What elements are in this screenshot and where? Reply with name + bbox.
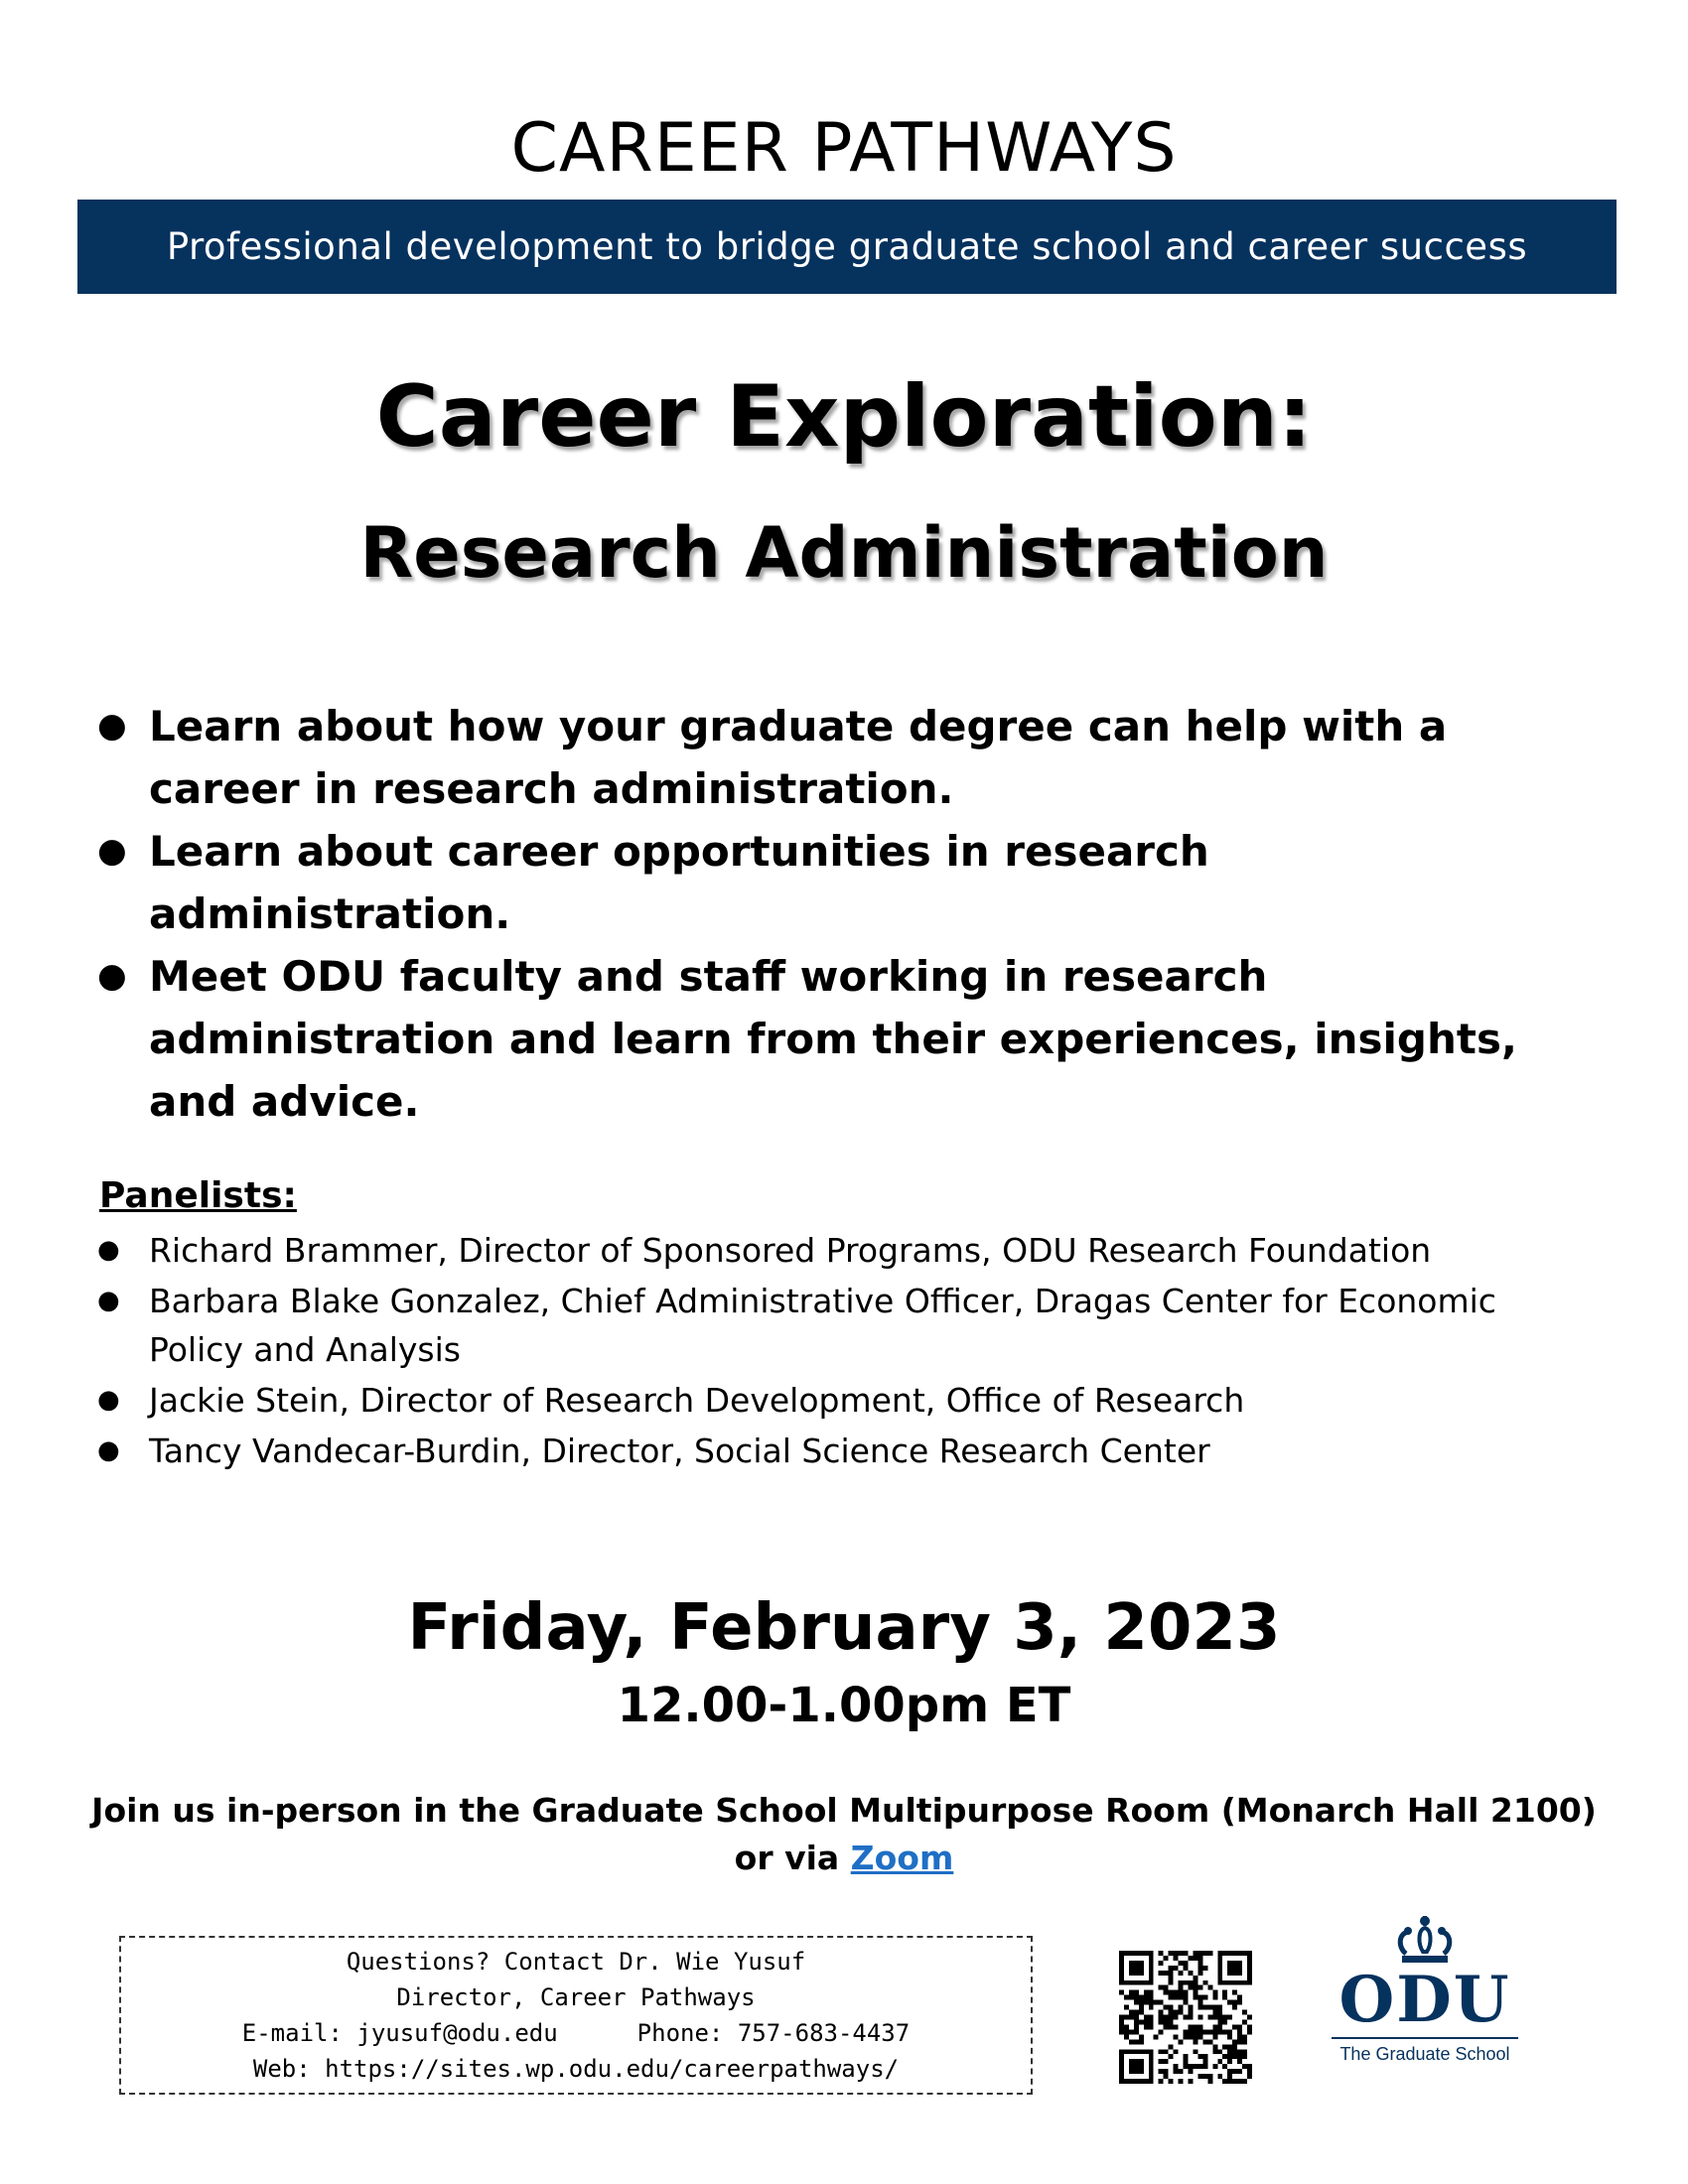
contact-line: Questions? Contact Dr. Wie Yusuf [346,1948,806,1976]
list-item [97,1277,1567,1374]
list-item [97,1427,1567,1475]
topic-list [97,695,1567,1133]
odu-logo [1326,1914,1524,2113]
list-item [97,945,1567,1133]
tagline-text: Professional development to bridge graduate school and career success [166,225,1528,268]
panelists-heading: Panelists: [99,1175,297,1216]
contact-phone: Phone: 757-683-4437 [636,2019,911,2047]
series-title: CAREER PATHWAYS [510,109,1178,188]
zoom-link[interactable]: Zoom [850,1839,954,1877]
event-subtitle: Research Administration [359,512,1329,594]
panelist-text: Tancy Vandecar-Burdin, Director, Social Science Research Center [149,1432,1210,1470]
contact-title: Director, Career Pathways [396,1983,756,2011]
contact-details [121,2015,1031,2051]
event-date: Friday, February 3, 2023 [407,1591,1281,1665]
logo-subtitle: The Graduate School [1339,2044,1510,2064]
location-line-2 [0,1835,1688,1882]
crown-icon [1390,1914,1460,1966]
contact-web: Web: https://sites.wp.odu.edu/careerpathways/ [252,2055,900,2083]
bullet-icon: ● [97,706,127,746]
event-time: 12.00-1.00pm ET [617,1678,1071,1733]
bullet-icon: ● [97,831,127,871]
location-prefix: or via [734,1839,851,1877]
location-info [0,1787,1688,1882]
location-line: Join us in-person in the Graduate School Multipurpose Room (Monarch Hall 2100) [91,1791,1597,1830]
list-item [97,1376,1567,1425]
topic-text: Meet ODU faculty and staff working in research administration and learn from their experiences, insights, and advice. [149,952,1517,1126]
event-title: Career Exploration: [375,367,1313,467]
bullet-icon: ● [97,1286,120,1315]
bullet-icon: ● [97,1435,120,1465]
panelist-list [97,1226,1567,1477]
list-item [97,695,1567,820]
bullet-icon: ● [97,956,127,996]
contact-email: E-mail: jyusuf@odu.edu [241,2019,558,2047]
panelist-text: Richard Brammer, Director of Sponsored Programs, ODU Research Foundation [149,1231,1432,1270]
qr-code-icon[interactable] [1114,1946,1257,2089]
list-item [97,820,1567,945]
odu-wordmark: ODU [1338,1963,1511,2037]
bullet-icon: ● [97,1385,120,1415]
tagline-banner [77,200,1617,294]
panelist-text: Barbara Blake Gonzalez, Chief Administrative Officer, Dragas Center for Economic Policy and Analysis [149,1282,1496,1369]
topic-text: Learn about career opportunities in research administration. [149,827,1209,938]
panelist-text: Jackie Stein, Director of Research Development, Office of Research [149,1381,1245,1420]
list-item [97,1226,1567,1275]
logo-divider [1332,2037,1518,2039]
bullet-icon: ● [97,1235,120,1265]
topic-text: Learn about how your graduate degree can help with a career in research administration. [149,702,1448,813]
contact-box [119,1936,1033,2095]
